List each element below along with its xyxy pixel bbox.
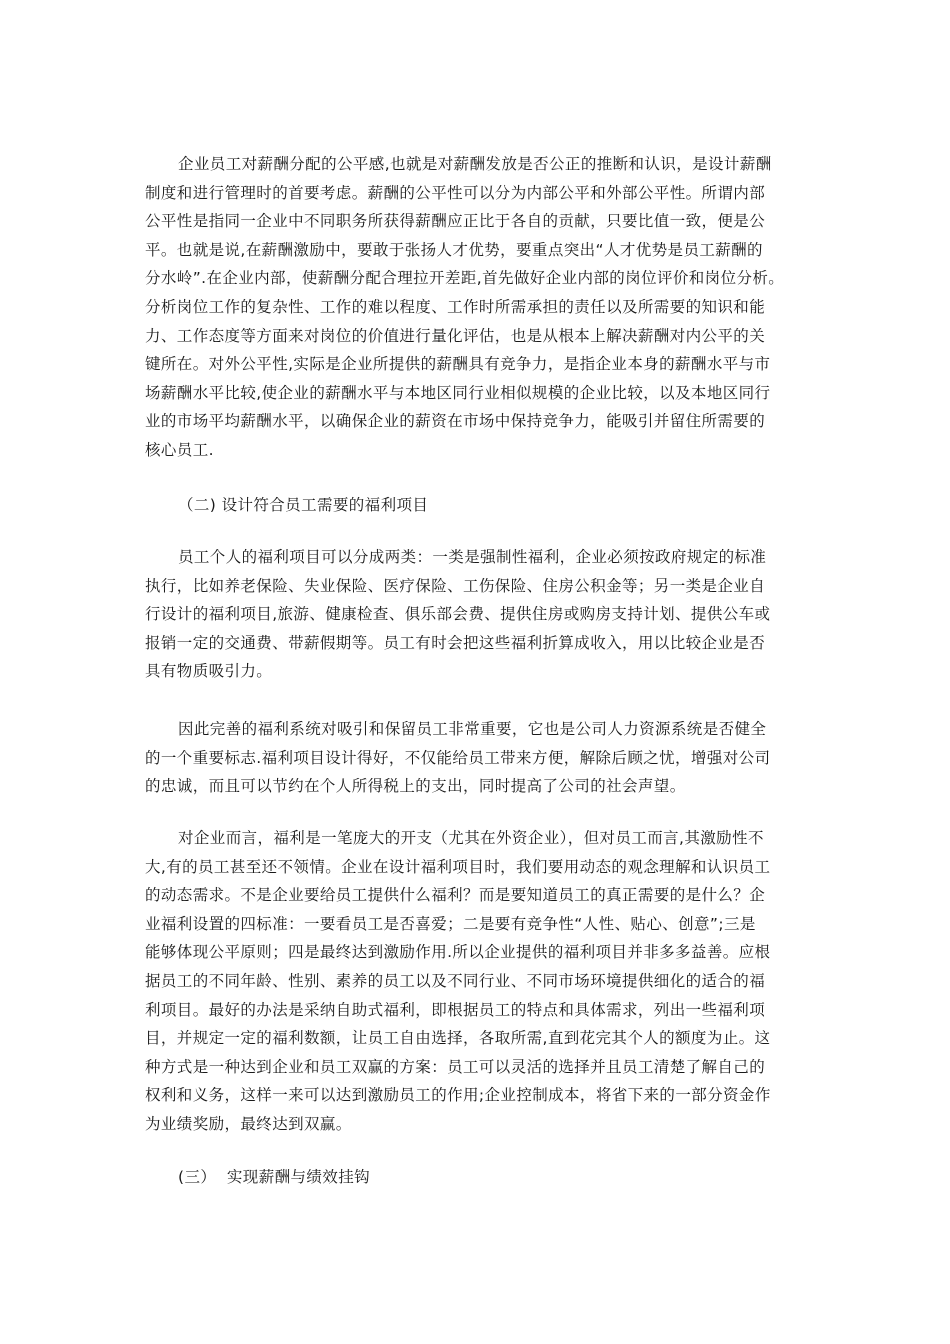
text-line: 制度和进行管理时的首要考虑。薪酬的公平性可以分为内部公平和外部公平性。所谓内部 — [145, 183, 766, 202]
text-line: 场薪酬水平比较,使企业的薪酬水平与本地区同行业相似规模的企业比较，以及本地区同行 — [145, 383, 771, 402]
text-line: 权利和义务，这样一来可以达到激励员工的作用;企业控制成本，将省下来的一部分资金作 — [145, 1086, 771, 1105]
text-line: 平。也就是说,在薪酬激励中，要敢于张扬人才优势，要重点突出“人才优势是员工薪酬的 — [145, 240, 763, 259]
text-line: 利项目。最好的办法是采纳自助式福利，即根据员工的特点和具体需求，列出一些福利项 — [145, 1000, 766, 1019]
text-line: 行设计的福利项目,旅游、健康检查、俱乐部会费、提供住房或购房支持计划、提供公车或 — [145, 605, 771, 624]
text-line: 业福利设置的四标准：一要看员工是否喜爱；二是要有竞争性“人性、贴心、创意”;三是 — [145, 914, 756, 933]
text-line: 大,有的员工甚至还不领情。企业在设计福利项目时，我们要用动态的观念理解和认识员工 — [145, 857, 771, 876]
text-line: 分水岭”.在企业内部，使薪酬分配合理拉开差距,首先做好企业内部的岗位评价和岗位分析。 — [145, 269, 785, 288]
text-line: 力、工作态度等方面来对岗位的价值进行量化评估，也是从根本上解决薪酬对内公平的关 — [145, 326, 766, 345]
text-line: 的一个重要标志.福利项目设计得好，不仅能给员工带来方便，解除后顾之忧，增强对公司 — [145, 748, 771, 767]
text-line: 对企业而言，福利是一笔庞大的开支（尤其在外资企业），但对员工而言,其激励性不 — [178, 829, 764, 847]
text-line: 目，并规定一定的福利数额，让员工自由选择，各取所需,直到花完其个人的额度为止。这 — [145, 1029, 771, 1048]
text-line: 员工个人的福利项目可以分成两类：一类是强制性福利，企业必须按政府规定的标准 — [178, 548, 767, 566]
text-line: 公平性是指同一企业中不同职务所获得薪酬应正比于各自的贡献，只要比值一致，便是公 — [145, 212, 766, 231]
paragraph-internal-external-fairness — [145, 150, 805, 465]
paragraph-benefit-types — [145, 543, 805, 686]
text-line: 执行，比如养老保险、失业保险、医疗保险、工伤保险、住房公积金等；另一类是企业自 — [145, 576, 766, 595]
paragraph-benefit-system-importance — [145, 715, 805, 801]
text-line: 因此完善的福利系统对吸引和保留员工非常重要，它也是公司人力资源系统是否健全 — [178, 720, 767, 738]
section-heading-pay-performance: (三） 实现薪酬与绩效挂钩 — [178, 1168, 371, 1186]
text-line: 的动态需求。不是企业要给员工提供什么福利？而是要知道员工的真正需要的是什么？企 — [145, 886, 766, 905]
text-line: 的忠诚，而且可以节约在个人所得税上的支出，同时提高了公司的社会声望。 — [145, 777, 686, 796]
text-line: 核心员工. — [145, 440, 214, 459]
section-heading-benefits: （二) 设计符合员工需要的福利项目 — [178, 496, 429, 514]
paragraph-cafeteria-benefits — [145, 824, 805, 1139]
text-line: 企业员工对薪酬分配的公平感,也就是对薪酬发放是否公正的推断和认识，是设计薪酬 — [178, 155, 772, 173]
text-line: 为业绩奖励，最终达到双赢。 — [145, 1114, 352, 1133]
text-line: 业的市场平均薪酬水平，以确保企业的薪资在市场中保持竞争力，能吸引并留住所需要的 — [145, 412, 766, 431]
text-line: 分析岗位工作的复杂性、工作的难以程度、工作时所需承担的责任以及所需要的知识和能 — [145, 297, 766, 316]
text-line: 键所在。对外公平性,实际是企业所提供的薪酬具有竞争力，是指企业本身的薪酬水平与市 — [145, 355, 771, 374]
text-line: 种方式是一种达到企业和员工双赢的方案：员工可以灵活的选择并且员工清楚了解自己的 — [145, 1057, 766, 1076]
text-line: 具有物质吸引力。 — [145, 662, 273, 681]
text-line: 据员工的不同年龄、性别、素养的员工以及不同行业、不同市场环境提供细化的适合的福 — [145, 971, 766, 990]
text-line: 报销一定的交通费、带薪假期等。员工有时会把这些福利折算成收入，用以比较企业是否 — [145, 633, 766, 652]
text-line: 能够体现公平原则；四是最终达到激励作用.所以企业提供的福利项目并非多多益善。应根 — [145, 943, 771, 962]
